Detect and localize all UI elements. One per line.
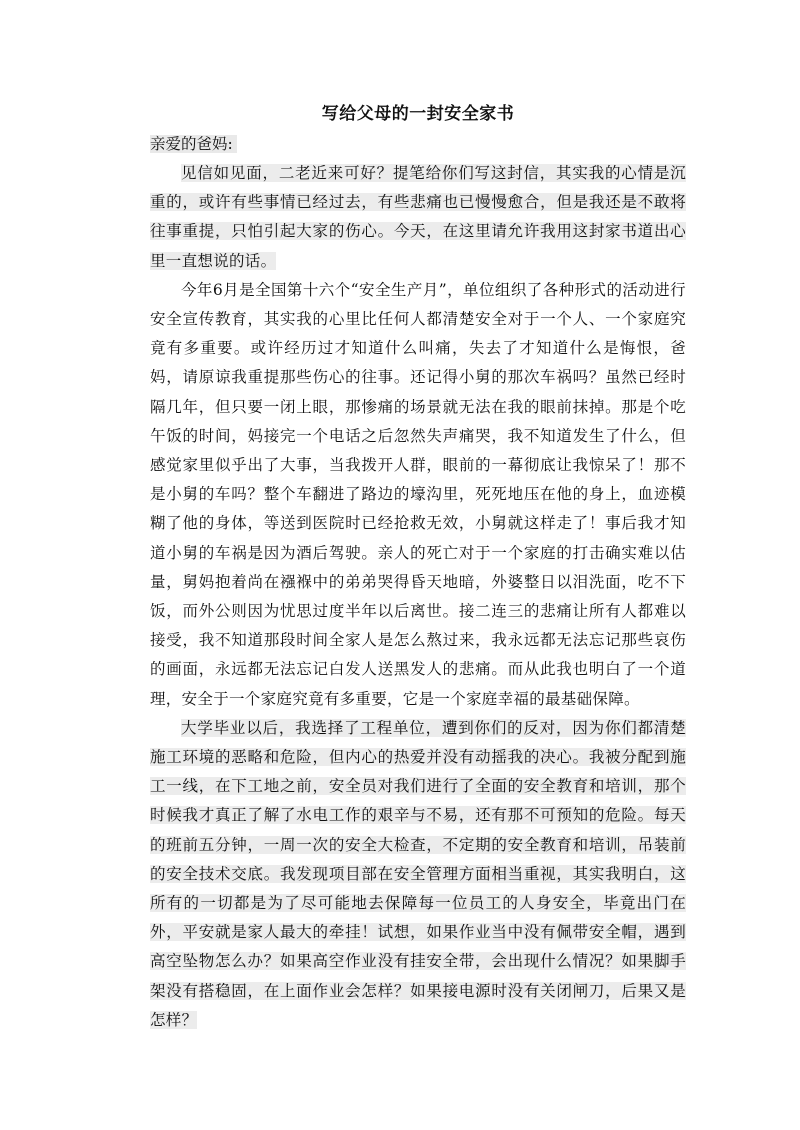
- paragraph-1-text: 见信如见面，二老近来可好？提笔给你们写这封信，其实我的心情是沉重的，或许有些事情已经过去，有些悲痛也已慢慢愈合，但是我还是不敢将往事重提，只怕引起大家的伤心。今天，在这里请允许我用这封家书道出心里一直想说的话。: [150, 164, 686, 270]
- letter-salutation: [150, 130, 686, 159]
- paragraph-2-text: 今年6月是全国第十六个“安全生产月”，单位组织了各种形式的活动进行安全宣传教育，其实我的心里比任何人都清楚安全对于一个人、一个家庭究竟有多重要。或许经历过才知道什么叫痛，失去了才知道什么是悔恨，爸妈，请原谅我重提那些伤心的往事。还记得小舅的那次车祸吗？虽然已经时隔几年，但只要一闭上眼，那惨痛的场景就无法在我的眼前抹掉。那是个吃午饭的时间，妈接完一个电话之后忽然失声痛哭，我不知道发生了什么，但感觉家里似乎出了大事，当我拨开人群，眼前的一幕彻底让我惊呆了！那不是小舅的车吗？整个车翻进了路边的壕沟里，死死地压在他的身上，血迹模糊了他的身体，等送到医院时已经抢救无效，小舅就这样走了！事后我才知道小舅的车祸是因为酒后驾驶。亲人的死亡对于一个家庭的打击确实难以估量，舅妈抱着尚在襁褓中的弟弟哭得昏天地暗，外婆整日以泪洗面，吃不下饭，而外公则因为忧思过度半年以后离世。接二连三的悲痛让所有人都难以接受，我不知道那段时间全家人是怎么熬过来，我永远都无法忘记那些哀伤的画面，永远都无法忘记白发人送黑发人的悲痛。而从此我也明白了一个道理，安全于一个家庭究竟有多重要，它是一个家庭幸福的最基础保障。: [150, 280, 686, 708]
- letter-paragraph-2: [150, 276, 686, 714]
- salutation-text: 亲爱的爸妈:: [150, 135, 237, 153]
- letter-paragraph-3: [150, 714, 686, 1035]
- paragraph-3-text: 大学毕业以后，我选择了工程单位，遭到你们的反对，因为你们都清楚施工环境的恶略和危险，但内心的热爱并没有动摇我的决心。我被分配到施工一线，在下工地之前，安全员对我们进行了全面的安全教育和培训，那个时候我才真正了解了水电工作的艰辛与不易，还有那不可预知的危险。每天的班前五分钟，一周一次的安全大检查，不定期的安全教育和培训，吊装前的安全技术交底。我发现项目部在安全管理方面相当重视，其实我明白，这所有的一切都是为了尽可能地去保障每一位员工的人身安全，毕竟出门在外，平安就是家人最大的牵挂！试想，如果作业当中没有佩带安全帽，遇到高空坠物怎么办？如果高空作业没有挂安全带，会出现什么情况？如果脚手架没有搭稳固，在上面作业会怎样？如果接电源时没有关闭闸刀，后果又是怎样？: [150, 718, 686, 1029]
- letter-page: [150, 98, 686, 1035]
- letter-paragraph-1: [150, 159, 686, 276]
- letter-title: 写给父母的一封安全家书: [321, 104, 515, 124]
